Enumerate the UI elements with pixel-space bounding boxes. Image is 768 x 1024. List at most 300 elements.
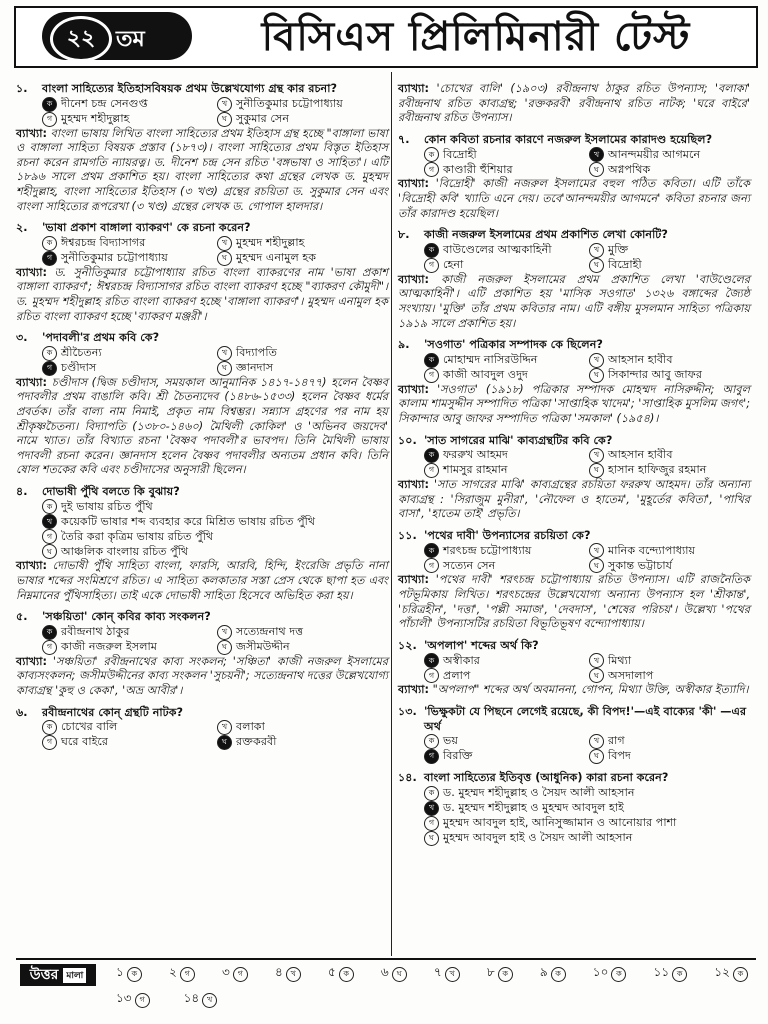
answer-key-label-text: উত্তর	[29, 967, 59, 983]
question-number: ৯.	[398, 338, 410, 352]
explanation	[16, 127, 388, 215]
explanation-label: ব্যাখ্যা:	[398, 82, 430, 95]
question-block	[398, 639, 750, 698]
answer-option	[424, 448, 585, 463]
question-block	[398, 338, 750, 426]
question-text: 'সওগাত' পত্রিকার সম্পাদক কে ছিলেন?	[424, 338, 603, 352]
answer-key-marker: ক	[551, 967, 566, 982]
option-list	[398, 734, 750, 764]
explanation-text: বাংলা ভাষায় লিখিত বাংলা সাহিত্যের প্রথম ইতিহাস গ্রন্থ হচ্ছে "বাঙ্গালা ভাষা ও বাঙ্গালা সাহিত্য বিষয়ক প্রস্তাব (১৮৭৩)। বাংলা সাহিত্যের প্রথম বিস্তৃত ইতিহাস রচনা করেন রামগতি ন্যায়রত্ন। ড. দীনেশ চন্দ্র সেন রচিত 'বঙ্গভাষা ও সাহিত্য'। এটি ১৮৯৬ সালে প্রথম প্রকাশিত হয়। বাংলা সাহিত্যের কথা গ্রন্থের লেখক ড. মুহম্মদ শহীদুল্লাহ, বাংলা সাহিত্যের ইতিহাস (৩ খণ্ড) গ্রন্থের রচয়িতা ড. সুকুমার সেন এবং বাংলা সাহিত্যের রূপরেখা (৩ খণ্ড) গ্রন্থের লেখক ড. গোপাল হালদার।	[16, 126, 388, 213]
explanation-text: 'পথের দাবী' শরৎচন্দ্র চট্টোপাধ্যায় রচিত উপন্যাস। এটি রাজনৈতিক পটভূমিকায় লিখিত। শরৎচন্দ্রের উল্লেখযোগ্য অন্যান্য উপন্যাস হল 'শ্রীকান্ত', 'চরিত্রহীন', 'দত্তা', 'পল্লী সমাজ', 'দেবদাস', 'শেষের পরিচয়'। উল্লেখ্য 'পথের পাঁচালী' উপন্যাসটির রচয়িতা বিভূতিভূষণ বন্দ্যোপাধ্যায়।	[398, 573, 750, 631]
question-number: ১১.	[398, 528, 417, 542]
option-text: বিপদ	[608, 749, 631, 763]
question-text: 'সাত সাগরের মাঝি' কাব্যগ্রন্থটির কবি কে?	[424, 433, 613, 447]
option-marker: গ	[424, 668, 439, 683]
answer-option	[217, 720, 388, 735]
answer-option	[424, 786, 750, 801]
question-text: বাংলা সাহিত্যের ইতিবৃত্ত (আধুনিক) কারা রচনা করেন?	[424, 771, 669, 785]
answer-key-marker: গ	[180, 967, 195, 982]
explanation-label: ব্যাখ্যা:	[16, 654, 48, 668]
explanation-text: "অপলাপ" শব্দের অর্থ অবমাননা, গোপন, মিথ্যা উক্তি, অস্বীকার ইত্যাদি।	[432, 683, 749, 697]
question-block	[398, 705, 750, 764]
option-marker: খ	[589, 147, 604, 162]
option-text: বিদ্রোহী	[443, 147, 477, 161]
question-block	[16, 221, 388, 324]
option-text: অগ্নপথিক	[608, 162, 651, 176]
answer-key-item	[169, 964, 199, 984]
option-marker: ঘ	[217, 112, 232, 127]
option-marker: গ	[42, 735, 57, 750]
option-text: মুহম্মদ শহীদুল্লাহ	[236, 235, 305, 249]
option-text: শ্রীচৈতন্য	[61, 345, 102, 359]
answer-option	[589, 162, 750, 177]
question-heading	[16, 485, 388, 500]
explanation-text: চণ্ডীদাস (দ্বিজ চণ্ডীদাস, সময়কাল আনুমানিক ১৪১৭-১৪৭৭) হলেন বৈষ্ণব পদাবলীর প্রথম বাঙালি কবি। শ্রী চৈতন্যদেব (১৪৮৬-১৫৩৩) হলেন বৈষ্ণব ধর্মের প্রবর্তক। তাঁর বাল্য নাম নিমাই, প্রকৃত নাম বিশ্বম্ভর। সন্ন্যাস গ্রহণের পর নাম হয় শ্রীকৃষ্ণচৈতন্য। বিদ্যাপতি (১৩৮০-১৪৬০) মৈথিলী কোকিল' ও 'অভিনব জয়দেব' নামে খ্যাত। তাঁর বিখ্যাত রচনা 'বৈষ্ণব পদাবলী'র ভাবপদ। তিনি মৈথিলী ভাষায় পদাবলী রচনা করেন। জ্ঞানদাস হলেন বৈষ্ণব পদাবলীর অন্যতম প্রধান কবি। তিনি ষোল শতকের কবি এবং চণ্ডীদাসের অনুসারী ছিলেন।	[16, 375, 388, 477]
option-text: সুনীতিকুমার চট্টোপাধ্যায়	[61, 250, 168, 264]
answer-key-item	[328, 964, 358, 984]
question-text: 'পথের দাবী' উপন্যাসের রচয়িতা কে?	[424, 528, 591, 542]
answer-key-number: ৯	[539, 965, 548, 979]
answer-key-item	[434, 964, 464, 984]
answer-key-marker: ক	[672, 967, 687, 982]
column-divider	[391, 72, 392, 956]
answer-key-item	[593, 964, 631, 984]
answer-option	[424, 162, 585, 177]
question-number: ৮.	[398, 228, 410, 242]
explanation	[398, 683, 750, 698]
explanation-text: 'বিদ্রোহী' কাজী নজরুল ইসলামের বহুল পঠিত কবিতা। এটি তাঁকে 'বিদ্রোহী কবি' খ্যাতি এনে দেয়। তবে'আনন্দময়ীর আগমনে' কবিতা রচনার জন্য তাঁর কারাদণ্ড হয়েছিল।	[398, 177, 751, 220]
explanation	[398, 478, 750, 522]
answer-option	[42, 112, 213, 127]
question-block	[398, 529, 750, 632]
answer-key-number: ১৪	[183, 991, 200, 1005]
answer-key-number: ৪	[274, 965, 283, 979]
option-text: ড. মুহম্মদ শহীদুল্লাহ ও সৈয়দ আলী আহসান	[443, 786, 635, 800]
answer-key-marker: ঘ	[392, 967, 407, 982]
question-block	[398, 434, 750, 522]
option-list	[16, 499, 388, 559]
answer-key-item	[184, 990, 222, 1010]
answer-option	[424, 558, 585, 573]
answer-key-number: ১১	[653, 965, 670, 979]
explanation	[16, 655, 388, 699]
explanation	[398, 383, 750, 427]
answer-key-marker: গ	[233, 967, 248, 982]
question-text: 'অপলাপ' শব্দের অর্থ কি?	[424, 638, 539, 652]
option-text: সুকুমার সেন	[236, 111, 289, 125]
answer-option	[42, 640, 213, 655]
question-block	[398, 771, 750, 846]
option-marker: ক	[42, 346, 57, 361]
answer-option	[217, 236, 388, 251]
option-marker: ঘ	[217, 251, 232, 266]
answer-key-item	[116, 964, 146, 984]
question-text: কাজী নজরুল ইসলামের প্রথম প্রকাশিত লেখা কোনটি?	[424, 228, 668, 242]
right-column	[398, 82, 750, 958]
answer-option	[424, 831, 750, 846]
answer-option	[42, 720, 213, 735]
option-list	[398, 786, 750, 846]
answer-key-marker: ক	[733, 967, 748, 982]
explanation-text: 'সওগাত' (১৯১৮) পত্রিকার সম্পাদক মোহম্মদ নাসিরুদ্দীন; আবুল কালাম শামসুদ্দীন সম্পাদিত পত্রিকা 'সাপ্তাহিক খাদেম'; 'সাপ্তাহিক মুসলিম জগৎ'; সিকান্দার আবু জাফর সম্পাদিত পত্রিকা 'সমকাল' (১৯৫৪)।	[398, 382, 750, 425]
option-marker: ঘ	[217, 735, 232, 750]
explanation-label: ব্যাখ্যা:	[16, 265, 48, 279]
option-text: বিদ্রোহী	[608, 257, 642, 271]
answer-key-label	[20, 964, 96, 986]
question-text: 'ভিক্ষুকটা যে পিছনে লেগেই রয়েছে, কী বিপদ!'—এই বাক্যের 'কী' —এর অর্থ	[424, 705, 747, 733]
left-column	[16, 82, 388, 958]
question-block	[16, 485, 388, 603]
answer-option	[589, 147, 750, 162]
question-heading	[398, 133, 750, 148]
answer-key-marker: খ	[445, 967, 460, 982]
option-text: মুক্তি	[608, 242, 629, 256]
question-number: ৩.	[16, 331, 28, 345]
option-text: ঈশ্বরচন্দ্র বিদ্যাসাগর	[61, 235, 146, 249]
option-text: কয়েকটি ভাষার শব্দ ব্যবহার করে মিশ্রিত ভাষায় রচিত পুঁথি	[61, 514, 316, 528]
answer-option	[589, 243, 750, 258]
option-marker: খ	[589, 353, 604, 368]
explanation	[398, 177, 750, 221]
question-text: 'পদাবলী'র প্রথম কবি কে?	[42, 331, 160, 345]
question-heading	[398, 434, 750, 449]
question-heading	[16, 82, 388, 97]
explanation	[16, 266, 388, 324]
option-text: মানিক বন্দ্যোপাধ্যায়	[608, 543, 696, 557]
answer-option	[424, 734, 585, 749]
question-heading	[398, 228, 750, 243]
option-marker: ঘ	[42, 544, 57, 559]
question-heading	[16, 610, 388, 625]
explanation-label: ব্যাখ্যা:	[398, 478, 430, 492]
answer-key-item	[222, 964, 252, 984]
answer-option	[42, 544, 388, 559]
option-text: শরৎচন্দ্র চট্টোপাধ্যায়	[443, 543, 532, 557]
answer-option	[217, 251, 388, 266]
answer-key-marker: ক	[611, 967, 626, 982]
answer-key-item	[540, 964, 570, 984]
explanation-label: ব্যাখ্যা:	[398, 382, 430, 396]
option-marker: গ	[424, 463, 439, 478]
answer-key-number: ৭	[433, 965, 442, 979]
option-list	[398, 147, 750, 177]
option-marker: ক	[42, 236, 57, 251]
answer-option	[217, 735, 388, 750]
answer-key-number: ১৩	[116, 991, 132, 1005]
option-text: মুহম্মদ এনামুল হক	[236, 250, 317, 264]
answer-option	[424, 668, 585, 683]
answer-key-number: ১২	[714, 965, 730, 979]
question-text: 'ভাষা প্রকাশ বাঙ্গালা ব্যাকরণ' কে রচনা করেন?	[42, 221, 251, 235]
answer-option	[42, 97, 213, 112]
question-text: রবীন্দ্রনাথের কোন্ গ্রন্থটি নাটক?	[42, 705, 184, 719]
answer-key-marker: খ	[202, 993, 217, 1008]
question-heading	[16, 706, 388, 721]
answer-option	[42, 251, 213, 266]
answer-option	[589, 749, 750, 764]
answer-option	[42, 514, 388, 529]
answer-key-number: ৮	[486, 965, 495, 979]
answer-key-item	[487, 964, 517, 984]
answer-option	[589, 448, 750, 463]
question-heading	[398, 705, 750, 734]
explanation-label: ব্যাখ্যা:	[16, 126, 48, 140]
option-text: হাসান হাফিজুর রহমান	[608, 463, 707, 477]
answer-key-marker: ক	[339, 967, 354, 982]
option-marker: ক	[424, 147, 439, 162]
option-text: শামসুর রাহমান	[443, 463, 508, 477]
question-text: কোন কবিতা রচনার কারণে নজরুল ইসলামের কারাদণ্ড হয়েছিল?	[424, 132, 713, 146]
page-header	[14, 6, 758, 68]
option-marker: খ	[217, 625, 232, 640]
question-block	[16, 331, 388, 478]
option-marker: ঘ	[589, 558, 604, 573]
answer-option	[424, 543, 585, 558]
option-text: বিদ্যাপতি	[236, 345, 277, 359]
option-text: কাজী নজরুল ইসলাম	[61, 640, 158, 654]
option-marker: খ	[589, 543, 604, 558]
explanation-label: ব্যাখ্যা:	[398, 272, 430, 286]
answer-key-number: ২	[168, 965, 177, 979]
question-number: ২.	[16, 221, 28, 235]
explanation-text: কাজী নজরুল ইসলামের প্রথম প্রকাশিত লেখা 'বাউণ্ডেলের আত্মকাহিনী'। এটি প্রকাশিত হয় 'মাসিক সওগাত' ১৩২৬ বঙ্গাব্দের জ্যৈষ্ঠ সংখ্যায়। 'মুক্তি' তাঁর প্রথম কবিতার নাম। এটি বঙ্গীয় মুসলমান সাহিত্য পত্রিকায় ১৯১৯ সালে প্রকাশিত হয়।	[398, 272, 750, 330]
option-text: ড. মুহম্মদ শহীদুল্লাহ ও মুহম্মদ আবদুল হাই	[443, 801, 624, 815]
option-marker: গ	[424, 162, 439, 177]
question-number: ১২.	[398, 638, 417, 652]
option-text: রাগ	[608, 734, 625, 748]
answer-option	[424, 353, 585, 368]
option-marker: ঘ	[589, 368, 604, 383]
option-marker: ঘ	[589, 463, 604, 478]
answer-option	[589, 558, 750, 573]
question-block	[16, 82, 388, 214]
option-text: মুহম্মদ আবদুল হাই, আনিসুজ্জামান ও আনোয়ার পাশা	[443, 816, 677, 830]
answer-option	[589, 543, 750, 558]
option-text: সত্যেন সেন	[443, 558, 496, 572]
option-text: মুহম্মদ শহীদুল্লাহ	[61, 111, 130, 125]
option-text: অস্বীকার	[443, 653, 480, 667]
option-text: চোখের বালি	[61, 720, 118, 734]
answer-key-item	[654, 964, 692, 984]
question-heading	[398, 639, 750, 654]
answer-option	[589, 734, 750, 749]
question-number: ৬.	[16, 705, 28, 719]
option-text: সিকান্দার আবু জাফর	[608, 367, 703, 381]
option-marker: ক	[424, 448, 439, 463]
answer-option	[42, 361, 213, 376]
answer-option	[589, 368, 750, 383]
option-marker: ঘ	[589, 162, 604, 177]
answer-key-item	[381, 964, 411, 984]
explanation	[398, 573, 750, 631]
explanation	[16, 559, 388, 603]
option-text: সুনীতিকুমার চট্টোপাধ্যায়	[236, 96, 343, 110]
option-text: বাউণ্ডেলের আত্মকাহিনী	[443, 242, 552, 256]
answer-option	[424, 147, 585, 162]
option-marker: গ	[42, 640, 57, 655]
answer-option	[217, 112, 388, 127]
option-marker: ক	[424, 786, 439, 801]
option-text: আহসান হাবীব	[608, 448, 673, 462]
option-marker: ক	[424, 653, 439, 668]
option-text: রবীন্দ্রনাথ ঠাকুর	[61, 625, 130, 639]
question-text: 'সঞ্চয়িতা' কোন্ কবির কাব্য সংকলন?	[42, 610, 211, 624]
answer-option	[424, 368, 585, 383]
question-block	[16, 706, 388, 751]
option-marker: খ	[424, 801, 439, 816]
option-list	[398, 353, 750, 383]
question-heading	[398, 771, 750, 786]
explanation-text: 'সঞ্চয়িতা' রবীন্দ্রনাথের কাব্য সংকলন; 'সঞ্চিতা' কাজী নজরুল ইসলামের কাব্যসংকলন; জসীমউদ্দীনের কাব্য সংকলন 'সুচয়নী'; সত্যেন্দ্রনাথ দত্তের উল্লেখযোগ্য কাব্যগ্রন্থ 'কুহু ও কেকা', 'অভ্র আবীর'।	[16, 654, 388, 698]
question-number: ১৪.	[398, 771, 417, 785]
answer-option	[589, 653, 750, 668]
option-marker: ঘ	[589, 668, 604, 683]
answer-option	[217, 361, 388, 376]
option-list	[16, 346, 388, 376]
question-number: ১৩.	[398, 705, 417, 719]
option-marker: ঘ	[424, 831, 439, 846]
explanation-text: ড. সুনীতিকুমার চট্টোপাধ্যায় রচিত বাংলা ব্যাকরণের নাম 'ভাষা প্রকাশ বাঙ্গালা ব্যাকরণ'; ঈশ্বরচন্দ্র বিদ্যাসাগর রচিত বাংলা ব্যাকরণ হচ্ছে "ব্যাকরণ কৌমুদী"। ড. মুহম্মদ শহীদুল্লাহ রচিত বাংলা ব্যাকরণ হচ্ছে 'বাঙ্গালা ব্যাকরণ'। মুহম্মদ এনামুল হক রচিত বাংলা ব্যাকরণ হচ্ছে 'ব্যাকরণ মঞ্জরী'।	[16, 265, 388, 323]
option-text: সুকান্ত ভট্টাচার্য	[608, 558, 673, 572]
answer-key-item	[275, 964, 305, 984]
answer-option	[424, 463, 585, 478]
question-text: বাংলা সাহিত্যের ইতিহাসবিষয়ক প্রথম উল্লেখযোগ্য গ্রন্থ কার রচনা?	[42, 82, 337, 95]
option-marker: ক	[42, 720, 57, 735]
answer-option	[589, 668, 750, 683]
option-marker: ক	[424, 243, 439, 258]
option-marker: খ	[42, 514, 57, 529]
option-text: দুই ভাষায় রচিত পুঁথি	[61, 499, 153, 513]
option-text: মুহম্মদ আবদুল হাই ও সৈয়দ আলী আহসান	[443, 831, 633, 845]
question-heading	[16, 221, 388, 236]
option-text: প্রলাপ	[443, 668, 471, 682]
answer-key-number: ১	[116, 965, 124, 979]
answer-option	[42, 499, 388, 514]
option-marker: গ	[424, 749, 439, 764]
option-text: আনন্দময়ীর আগমনে	[608, 147, 701, 161]
option-text: ঘরে বাইরে	[61, 735, 109, 749]
answer-key-marker: গ	[135, 993, 150, 1008]
option-list	[16, 97, 388, 127]
option-text: বলাকা	[236, 720, 265, 734]
question-number: ৫.	[16, 610, 28, 624]
question-heading	[16, 331, 388, 346]
option-text: ফররুখ আহমদ	[443, 448, 508, 462]
option-marker: খ	[589, 243, 604, 258]
answer-option	[424, 816, 750, 831]
option-marker: ঘ	[217, 640, 232, 655]
option-text: কাজী আবদুল ওদুদ	[443, 367, 528, 381]
question-block	[16, 610, 388, 698]
question-number: ১০.	[398, 433, 417, 447]
answer-option	[589, 463, 750, 478]
explanation-label: ব্যাখ্যা:	[398, 683, 430, 697]
option-list	[398, 243, 750, 273]
answer-option	[424, 801, 750, 816]
explanation	[16, 376, 388, 478]
answer-option	[424, 749, 585, 764]
option-text: জ্ঞানদাস	[236, 360, 274, 374]
question-block	[398, 82, 750, 126]
option-marker: খ	[217, 97, 232, 112]
answer-key-marker: ক	[127, 967, 142, 982]
answer-key-label-pill: মালা	[63, 968, 86, 983]
option-list	[16, 720, 388, 750]
option-marker: গ	[424, 368, 439, 383]
answer-key-number: ১০	[592, 965, 609, 979]
explanation-label: ব্যাখ্যা:	[16, 375, 48, 389]
option-marker: খ	[217, 346, 232, 361]
explanation-label: ব্যাখ্যা:	[398, 177, 430, 191]
answer-key-marker: খ	[286, 967, 301, 982]
option-marker: গ	[42, 251, 57, 266]
answer-option	[42, 625, 213, 640]
answer-option	[217, 346, 388, 361]
option-list	[398, 653, 750, 683]
option-text: সত্যেন্দ্রনাথ দত্ত	[236, 625, 304, 639]
answer-key-number: ৫	[327, 965, 336, 979]
option-text: তৈরি করা কৃত্রিম ভাষায় রচিত পুঁথি	[61, 529, 214, 543]
option-text: বিরক্তি	[443, 749, 473, 763]
answer-option	[424, 653, 585, 668]
option-marker: খ	[589, 448, 604, 463]
page-title: বিসিএস প্রিলিমিনারী টেস্ট	[261, 14, 691, 60]
option-text: অসদালাপ	[608, 668, 654, 682]
option-marker: ক	[42, 499, 57, 514]
option-marker: গ	[42, 112, 57, 127]
option-text: আহসান হাবীব	[608, 352, 673, 366]
option-marker: ক	[42, 97, 57, 112]
test-number-badge	[42, 12, 192, 60]
option-text: আঞ্চলিক বাংলায় রচিত পুঁথি	[61, 544, 189, 558]
explanation	[398, 273, 750, 331]
question-number: ৪.	[16, 484, 28, 498]
option-marker: ক	[424, 543, 439, 558]
answer-key-row-2	[116, 990, 221, 1010]
answer-key-number: ৬	[380, 965, 389, 979]
option-list	[398, 543, 750, 573]
answer-option	[42, 529, 388, 544]
option-text: ভয়	[443, 734, 458, 748]
answer-option	[589, 258, 750, 273]
option-marker: খ	[217, 236, 232, 251]
option-list	[16, 625, 388, 655]
option-marker: ঘ	[589, 749, 604, 764]
option-marker: ঘ	[589, 258, 604, 273]
explanation-text: 'সাত সাগরের মাঝি' কাব্যগ্রন্থের রচয়িতা ফররুখ আহমদ। তাঁর অন্যান্য কাব্যগ্রন্থ : 'সিরাজুম মুনীরা', 'নৌফেল ও হাতেম', 'মুহূর্তের কবিতা', 'পাখির বাসা', 'হাতেম তাই' প্রভৃতি।	[398, 478, 750, 521]
option-text: চণ্ডীদাস	[61, 360, 97, 374]
question-text: দোভাষী পুঁথি বলতে কি বুঝায়?	[42, 484, 180, 498]
answer-key-item	[714, 964, 752, 984]
option-marker: ক	[424, 353, 439, 368]
explanation-label: ব্যাখ্যা:	[398, 573, 430, 587]
explanation-label: ব্যাখ্যা:	[16, 559, 48, 573]
answer-option	[217, 640, 388, 655]
answer-key-item	[116, 990, 154, 1010]
option-text: দীনেশ চন্দ্র সেনগুপ্ত	[61, 96, 148, 110]
option-text: মোহাম্মদ নাসিরউদ্দিন	[443, 352, 538, 366]
answer-option	[424, 258, 585, 273]
question-block	[398, 228, 750, 331]
question-number: ৭.	[398, 132, 410, 146]
answer-key-marker: ক	[498, 967, 513, 982]
question-heading	[398, 529, 750, 544]
option-marker: খ	[589, 734, 604, 749]
option-marker: গ	[424, 558, 439, 573]
explanation-text: 'চোখের বালি' (১৯০৩) রবীন্দ্রনাথ ঠাকুর রচিত উপন্যাস; 'বলাকা' রবীন্দ্রনাথ রচিত কাব্যগ্রন্থ; 'রক্তকরবী' রবীন্দ্রনাথ রচিত নাটক; 'ঘরে বাইরে' রবীন্দ্রনাথ রচিত উপন্যাস।	[398, 82, 750, 125]
option-text: হেনা	[443, 257, 464, 271]
answer-option	[42, 346, 213, 361]
